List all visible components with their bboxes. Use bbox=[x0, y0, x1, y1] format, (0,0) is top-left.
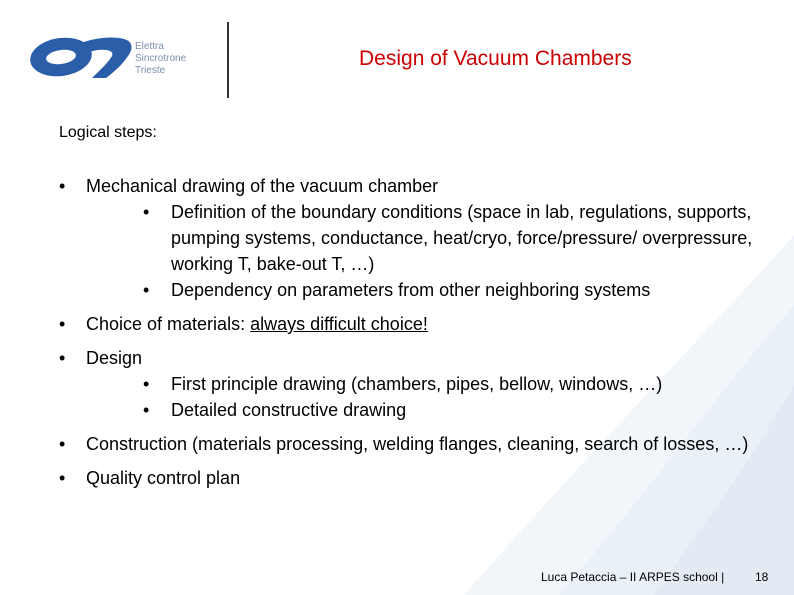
bullet-icon: • bbox=[59, 434, 66, 454]
list-item-text: Construction (materials processing, welding flanges, cleaning, search of losses, …) bbox=[86, 434, 749, 454]
elettra-logo-icon bbox=[28, 30, 138, 82]
list-item bbox=[59, 311, 759, 337]
bullet-icon: • bbox=[143, 202, 150, 222]
list-item bbox=[59, 173, 759, 303]
list-item-text: Quality control plan bbox=[86, 468, 241, 488]
bullet-icon: • bbox=[143, 374, 150, 394]
header-divider bbox=[227, 22, 229, 98]
logo-line-3: Trieste bbox=[135, 65, 166, 76]
underlined-emphasis: always difficult choice! bbox=[250, 314, 428, 334]
sub-list-item bbox=[113, 199, 759, 277]
sub-list-item-text: Dependency on parameters from other neighboring systems bbox=[171, 280, 651, 300]
bullet-icon: • bbox=[59, 348, 66, 368]
sub-list-item bbox=[113, 371, 759, 397]
sub-list-item bbox=[113, 277, 759, 303]
slide-subtitle: Logical steps: bbox=[59, 124, 157, 141]
list-item-text: Mechanical drawing of the vacuum chamber bbox=[86, 176, 439, 196]
list-item-text: Design bbox=[86, 348, 143, 368]
bullet-icon: • bbox=[59, 176, 66, 196]
logo-line-1: Elettra bbox=[135, 41, 164, 52]
sub-list-item-text: First principle drawing (chambers, pipes, bellow, windows, …) bbox=[171, 374, 663, 394]
logo-text bbox=[135, 41, 186, 77]
list-item-text: Choice of materials: bbox=[86, 314, 251, 334]
bullet-icon: • bbox=[59, 314, 66, 334]
list-item bbox=[59, 465, 759, 491]
logo-line-2: Sincrotrone bbox=[135, 53, 187, 64]
footer-text: Luca Petaccia – II ARPES school | bbox=[541, 570, 725, 584]
bullet-icon: • bbox=[59, 468, 66, 488]
sub-list-item-text: Definition of the boundary conditions (space in lab, regulations, supports, pumping systems, conductance, heat/cryo, force/pressure/ overpressure, working T, bake-out T, …) bbox=[171, 202, 753, 274]
bullet-list bbox=[59, 173, 759, 499]
slide-title: Design of Vacuum Chambers bbox=[359, 47, 632, 70]
list-item bbox=[59, 431, 759, 457]
sub-list-item bbox=[113, 397, 759, 423]
sub-list-item-text: Detailed constructive drawing bbox=[171, 400, 407, 420]
list-item bbox=[59, 345, 759, 423]
bullet-icon: • bbox=[143, 280, 150, 300]
bullet-icon: • bbox=[143, 400, 150, 420]
page-number: 18 bbox=[755, 570, 769, 584]
